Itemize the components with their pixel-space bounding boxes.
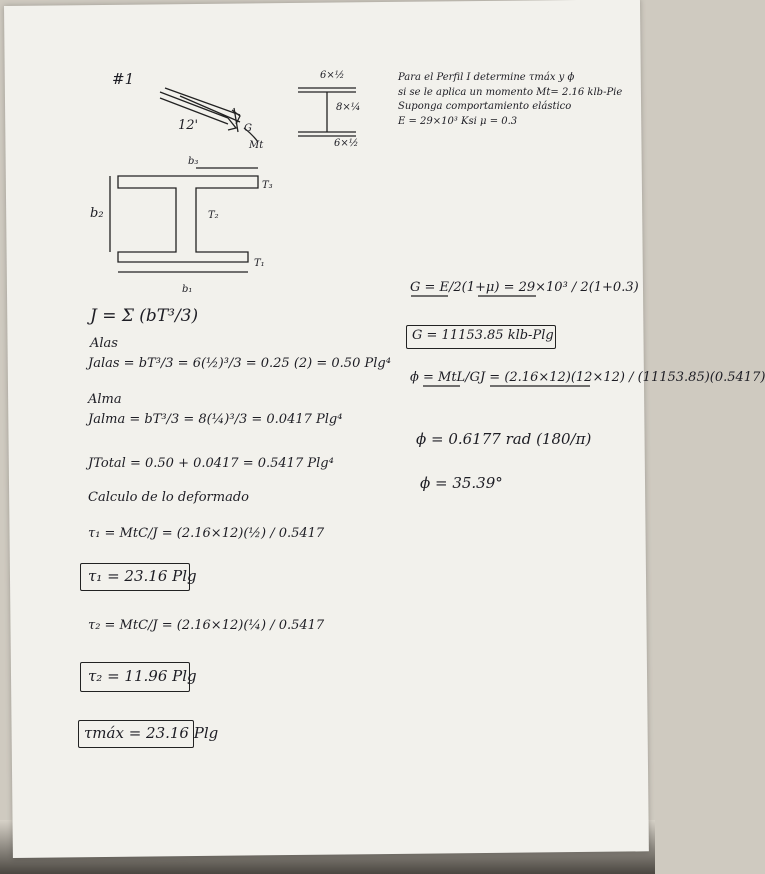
phi-deg: ϕ = 35.39° xyxy=(420,474,503,492)
phi-rad: ϕ = 0.6177 rad (180/π) xyxy=(416,430,592,448)
j-alas: Jalas = bT³/3 = 6(½)³/3 = 0.25 (2) = 0.50 Plg⁴ xyxy=(88,356,391,371)
label-t3: T₃ xyxy=(262,180,273,191)
web-label: 8×¼ xyxy=(336,102,361,113)
statement-line-1: Para el Perfil I determine τmáx y ϕ xyxy=(398,72,575,83)
alas-heading: Alas xyxy=(90,336,118,351)
j-alma: Jalma = bT³/3 = 8(¼)³/3 = 0.0417 Plg⁴ xyxy=(88,412,343,427)
label-t1: T₁ xyxy=(254,258,265,269)
tau-max-result: τmáx = 23.16 Plg xyxy=(84,724,219,742)
beam-length-label: 12' xyxy=(178,118,199,133)
alma-heading: Alma xyxy=(88,392,122,407)
statement-line-4: E = 29×10³ Ksi μ = 0.3 xyxy=(398,116,518,127)
beam-moment-label: Mt xyxy=(249,140,264,151)
label-b3: b₃ xyxy=(188,156,199,167)
bottom-flange-label: 6×½ xyxy=(334,138,359,149)
label-b1: b₁ xyxy=(182,284,193,295)
phi-formula: ϕ = MtL/GJ = (2.16×12)(12×12) / (11153.85)(0.5417) xyxy=(410,370,765,385)
j-formula: J = Σ (bT³/3) xyxy=(90,306,199,326)
calc-heading: Calculo de lo deformado xyxy=(88,490,249,505)
top-flange-label: 6×½ xyxy=(320,70,345,81)
tau2-result: τ₂ = 11.96 Plg xyxy=(88,667,197,685)
label-t2: T₂ xyxy=(208,210,219,221)
tau1-result: τ₁ = 23.16 Plg xyxy=(88,567,197,585)
tau1-formula: τ₁ = MtC/J = (2.16×12)(½) / 0.5417 xyxy=(88,526,325,541)
statement-line-3: Suponga comportamiento elástico xyxy=(398,101,572,112)
tau2-formula: τ₂ = MtC/J = (2.16×12)(¼) / 0.5417 xyxy=(88,618,325,633)
label-b2: b₂ xyxy=(90,206,104,221)
j-total: JTotal = 0.50 + 0.0417 = 0.5417 Plg⁴ xyxy=(88,456,334,471)
g-result: G = 11153.85 klb-Plg xyxy=(412,328,554,343)
statement-line-2: si se le aplica un momento Mt= 2.16 klb-Pie xyxy=(398,87,623,98)
problem-number: #1 xyxy=(112,70,135,88)
g-formula: G = E/2(1+μ) = 29×10³ / 2(1+0.3) xyxy=(410,280,639,295)
section-large xyxy=(110,168,258,272)
beam-g-label: G xyxy=(244,123,252,134)
